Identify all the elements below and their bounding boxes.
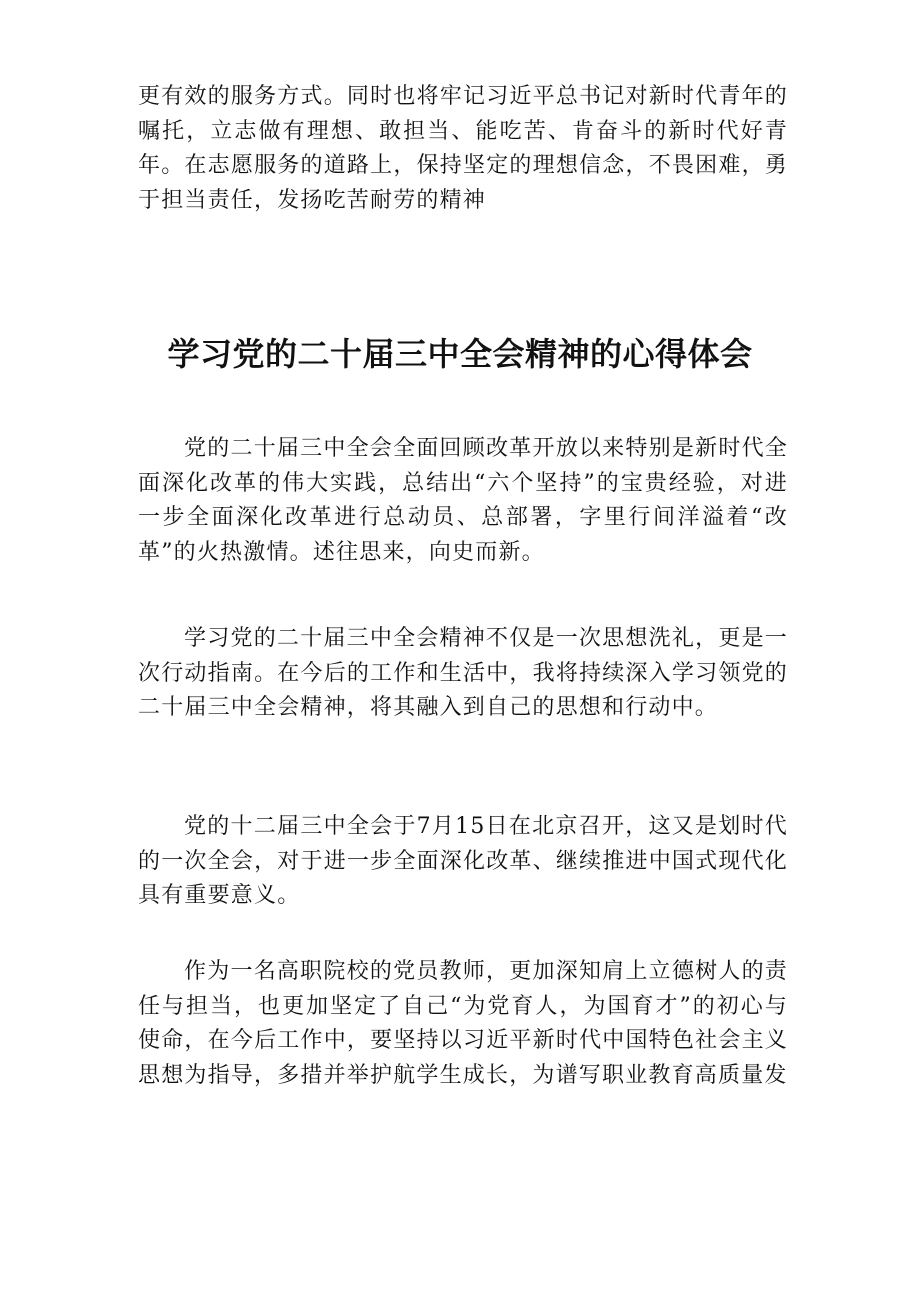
body-paragraph-3: 党的十二届三中全会于7月15日在北京召开，这又是划时代的一次全会，对于进一步全面深化改革、继续推进中国式现代化具有重要意义。 <box>138 814 788 908</box>
body-paragraph-2: 学习党的二十届三中全会精神不仅是一次思想洗礼，更是一次行动指南。在今后的工作和生活中，我将持续深入学习领党的二十届三中全会精神，将其融入到自己的思想和行动中。 <box>138 626 788 720</box>
body-paragraph-4: 作为一名高职院校的党员教师，更加深知肩上立德树人的责任与担当，也更加坚定了自己“为党育人，为国育才”的初心与使命，在今后工作中，要坚持以习近平新时代中国特色社会主义思想为指导，多措并举护航学生成长，为谱写职业教育高质量发 <box>138 959 788 1088</box>
intro-paragraph: 更有效的服务方式。同时也将牢记习近平总书记对新时代青年的嘱托，立志做有理想、敢担当、能吃苦、肯奋斗的新时代好青年。在志愿服务的道路上，保持坚定的理想信念，不畏困难，勇于担当责任，发扬吃苦耐劳的精神 <box>138 84 788 213</box>
document-title: 学习党的二十届三中全会精神的心得体会 <box>167 335 753 373</box>
body-paragraph-1: 党的二十届三中全会全面回顾改革开放以来特别是新时代全面深化改革的伟大实践，总结出“六个坚持”的宝贵经验，对进一步全面深化改革进行总动员、总部署，字里行间洋溢着“改革”的火热激情。述往思来，向史而新。 <box>138 436 788 565</box>
